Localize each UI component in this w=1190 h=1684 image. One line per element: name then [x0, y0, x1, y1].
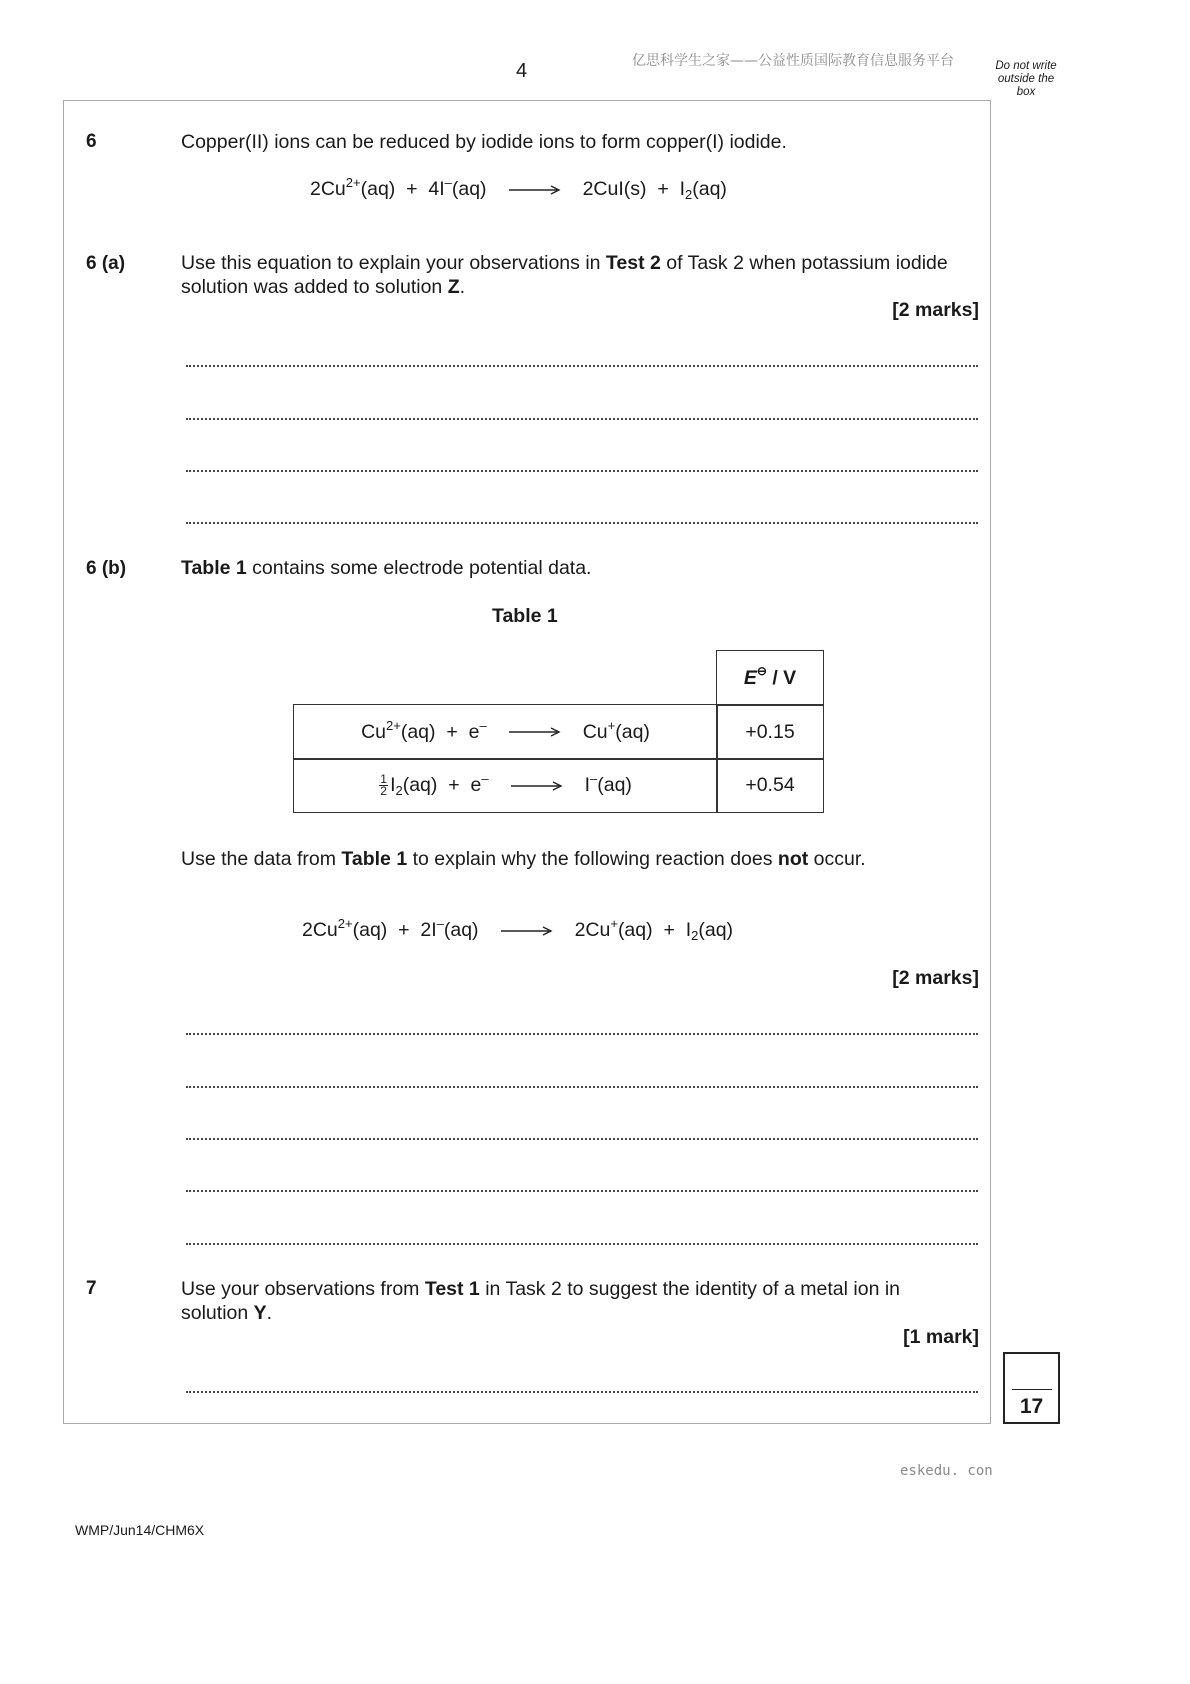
answer-line[interactable]: [186, 470, 978, 472]
reaction-arrow-icon: [509, 185, 561, 195]
answer-line[interactable]: [186, 1190, 978, 1192]
answer-line[interactable]: [186, 418, 978, 420]
table-title: Table 1: [492, 605, 558, 627]
header-watermark: 亿思科学生之家——公益性质国际教育信息服务平台: [632, 53, 954, 69]
question-6b-instruction: Use the data from Table 1 to explain why the following reaction does not occur.: [181, 848, 866, 870]
page-total-marks: 17: [1019, 1395, 1044, 1418]
table-row-2-half-equation: $\frac{1}{2}$ $I_2(aq) + e^-$ I–(aq): [293, 758, 718, 813]
question-number-6: 6: [86, 131, 97, 152]
table-row-1-value: +0.15: [716, 704, 824, 760]
marks-7: [1 mark]: [903, 1326, 979, 1348]
answer-line[interactable]: [186, 1086, 978, 1088]
answer-line[interactable]: [186, 1391, 978, 1393]
equation-copper-iodide: $2Cu^{2+}(aq) + 4I^-(aq) 2CuI(s) + I_2(aq)$: [310, 175, 727, 202]
question-number-6b: 6 (b): [86, 558, 127, 579]
footer-watermark: eskedu. con: [900, 1463, 993, 1479]
answer-line[interactable]: [186, 1138, 978, 1140]
equation-copper-reduction: $2Cu^{2+}(aq) + 2I^-(aq) 2Cu^+(aq) + I_2(aq)$: [302, 916, 734, 943]
score-divider: [1012, 1389, 1052, 1390]
margin-note: Do not write outside the box: [995, 60, 1057, 98]
question-6-intro: Copper(II) ions can be reduced by iodide ions to form copper(I) iodide.: [181, 131, 787, 153]
answer-line[interactable]: [186, 365, 978, 367]
answer-line[interactable]: [186, 1243, 978, 1245]
answer-line[interactable]: [186, 1033, 978, 1035]
page-number: 4: [516, 60, 528, 82]
table-row-2-value: +0.54: [716, 758, 824, 813]
reaction-arrow-icon: [501, 926, 553, 936]
question-number-7: 7: [86, 1278, 97, 1299]
question-7-text: Use your observations from Test 1 in Task 2 to suggest the identity of a metal ion in solution Y.: [181, 1278, 901, 1324]
question-6a-text: Use this equation to explain your observations in Test 2 of Task 2 when potassium iodide solution was added to solution Z.: [181, 252, 948, 298]
table-row-1-half-equation: $Cu^{2+}(aq) + e^-$ Cu+(aq): [293, 704, 718, 760]
paper-code: WMP/Jun14/CHM6X: [75, 1522, 205, 1538]
question-number-6a: 6 (a): [86, 253, 126, 274]
reaction-arrow-icon: [509, 727, 561, 737]
reaction-arrow-icon: [511, 781, 563, 791]
fraction-one-half: $\frac{1}{2}$: [380, 772, 387, 799]
table-header-e: E⊖ / V: [716, 650, 824, 706]
question-6b-intro: Table 1 contains some electrode potential data.: [181, 557, 592, 579]
marks-6a: [2 marks]: [892, 299, 979, 321]
answer-line[interactable]: [186, 522, 978, 524]
marks-6b: [2 marks]: [892, 967, 979, 989]
